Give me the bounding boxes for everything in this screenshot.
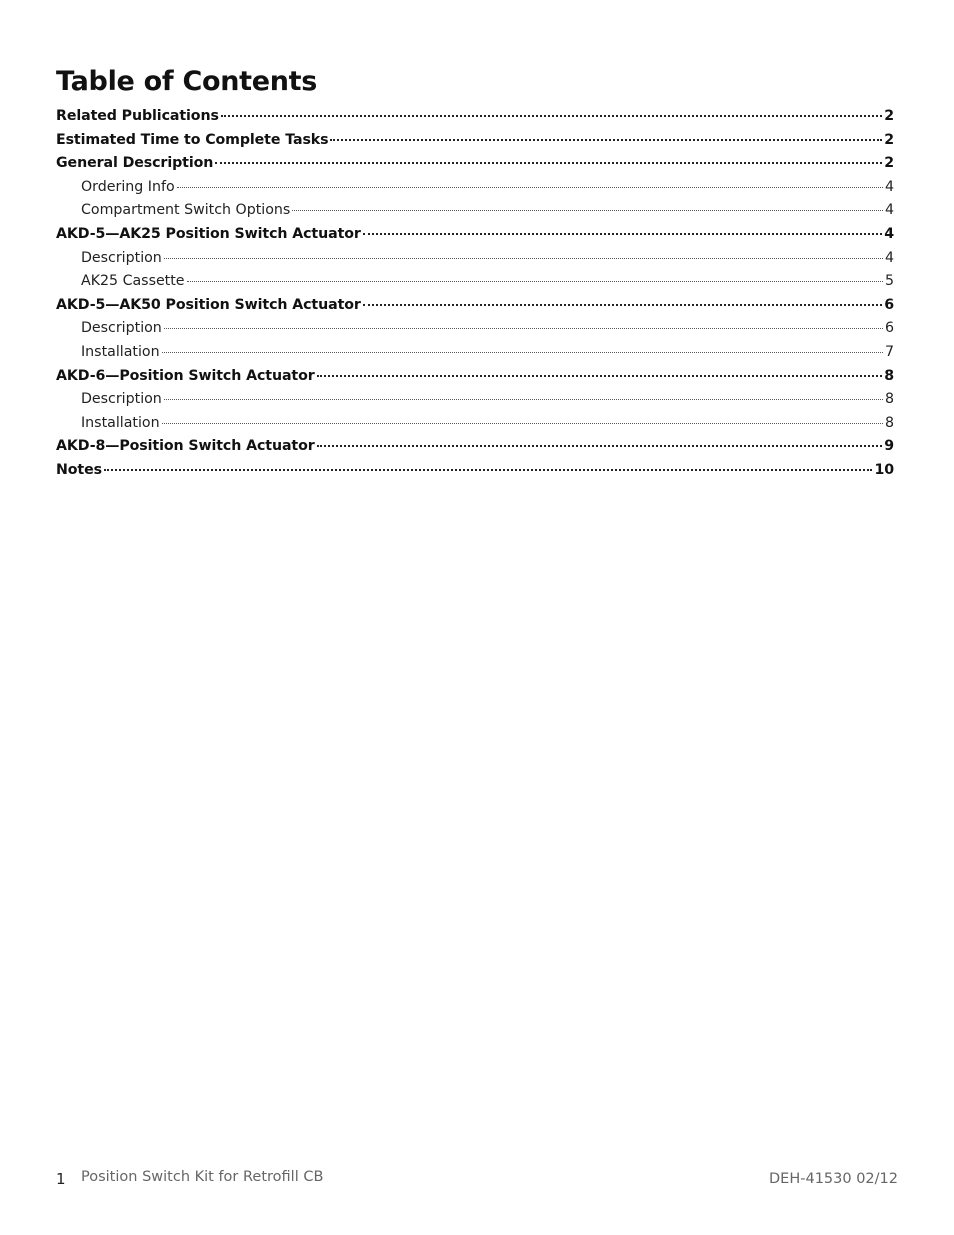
dot-leader: [221, 114, 882, 117]
toc-entry-page: 5: [884, 273, 894, 290]
dot-leader: [164, 257, 883, 259]
dot-leader: [164, 327, 883, 329]
toc-subentry[interactable]: [56, 270, 894, 294]
toc-entry-label: General Description: [56, 155, 214, 172]
toc-subentry[interactable]: [56, 388, 894, 412]
dot-leader: [292, 209, 883, 211]
toc-entry-label: AKD-5—AK25 Position Switch Actuator: [56, 225, 361, 242]
toc-subentry[interactable]: [56, 176, 894, 200]
toc-entry-label: Installation: [81, 343, 160, 360]
dot-leader: [317, 444, 883, 447]
toc-entry-label: AKD-8—Position Switch Actuator: [56, 438, 315, 455]
toc-entry-page: 4: [884, 249, 894, 266]
page-footer: [56, 1168, 898, 1192]
document-id: DEH-41530 02/12: [769, 1171, 898, 1187]
toc-entry-page: 8: [884, 391, 894, 408]
page-number: 1: [56, 1170, 66, 1188]
toc-entry-page: 6: [884, 320, 894, 337]
toc-entry-label: Installation: [81, 414, 160, 431]
toc-entry-page: 2: [884, 131, 894, 148]
toc-subentry[interactable]: [56, 317, 894, 341]
toc-entry-label: Notes: [56, 461, 102, 478]
toc-entry-label: Compartment Switch Options: [81, 202, 291, 219]
toc-entry-label: Related Publications: [56, 108, 219, 124]
toc-entry[interactable]: [56, 365, 894, 389]
dot-leader: [162, 422, 883, 424]
toc-entry-label: AK25 Cassette: [81, 273, 185, 290]
dot-leader: [330, 138, 882, 141]
toc-entry-label: Estimated Time to Complete Tasks: [56, 131, 329, 148]
toc-entry-page: 9: [884, 438, 894, 455]
dot-leader: [363, 232, 882, 235]
toc-subentry[interactable]: [56, 199, 894, 223]
dot-leader: [363, 303, 882, 306]
toc-entry[interactable]: [56, 129, 894, 153]
toc-entry-page: 7: [884, 343, 894, 360]
toc-entry-page: 8: [884, 414, 894, 431]
toc-entry-page: 8: [884, 367, 894, 384]
toc-entry-page: 2: [884, 108, 894, 124]
toc-entry-label: Description: [81, 320, 162, 337]
toc-entry[interactable]: [56, 435, 894, 459]
toc-entry-label: Description: [81, 391, 162, 408]
dot-leader: [164, 398, 883, 400]
dot-leader: [104, 468, 872, 471]
dot-leader: [215, 161, 882, 164]
toc-entry[interactable]: [56, 223, 894, 247]
toc-subentry[interactable]: [56, 341, 894, 365]
toc-subentry[interactable]: [56, 412, 894, 436]
toc-entry-page: 4: [884, 178, 894, 195]
toc-entry-label: AKD-6—Position Switch Actuator: [56, 367, 315, 384]
dot-leader: [187, 280, 883, 282]
dot-leader: [177, 186, 883, 188]
toc-entry[interactable]: [56, 152, 894, 176]
dot-leader: [162, 351, 883, 353]
table-of-contents: [56, 105, 894, 483]
document-title: Position Switch Kit for Retrofill CB: [81, 1169, 324, 1185]
toc-entry[interactable]: [56, 105, 894, 129]
toc-entry[interactable]: [56, 459, 894, 483]
toc-subentry[interactable]: [56, 247, 894, 271]
toc-entry-label: Ordering Info: [81, 178, 175, 195]
toc-entry[interactable]: [56, 294, 894, 318]
toc-entry-page: 10: [874, 461, 894, 478]
dot-leader: [317, 374, 883, 377]
toc-entry-page: 6: [884, 296, 894, 313]
page-title: Table of Contents: [56, 66, 318, 97]
toc-entry-label: Description: [81, 249, 162, 266]
toc-entry-page: 4: [884, 225, 894, 242]
toc-entry-label: AKD-5—AK50 Position Switch Actuator: [56, 296, 361, 313]
toc-entry-page: 4: [884, 202, 894, 219]
toc-entry-page: 2: [884, 155, 894, 172]
